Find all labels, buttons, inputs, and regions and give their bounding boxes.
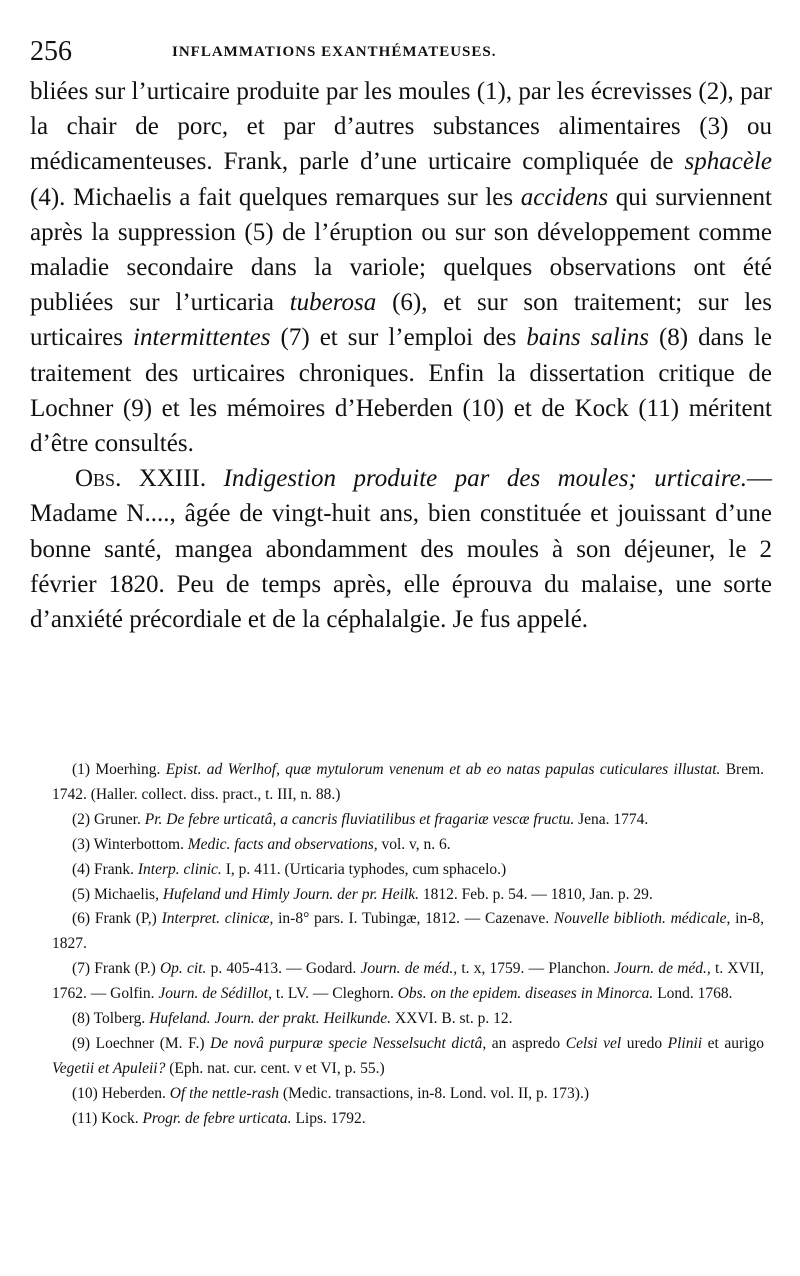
footnote-7 bbox=[52, 957, 764, 1007]
text-run: in-8, 1827. bbox=[52, 910, 765, 953]
footnote-4 bbox=[52, 858, 764, 883]
text-run: bliées sur l’urticaire produite par les moules (1), par les écrevisses (2), par la chair de porc, et par d’autres substances alimentaires (3) ou médicamenteuses. Frank, parle d’une urticaire compliquée de bbox=[30, 78, 772, 176]
italic-text-run: Progr. de febre urticata. bbox=[142, 1109, 292, 1127]
footnote-8 bbox=[52, 1007, 764, 1032]
footnote-6 bbox=[52, 907, 764, 957]
footnote-10 bbox=[52, 1082, 764, 1107]
italic-text-run: Plinii bbox=[667, 1034, 703, 1052]
text-run: — Madame N...., âgée de vingt-huit ans, bien constituée et jouissant d’une bonne santé, mangea abondamment des moules à son déjeuner, le 2 février 1820. Peu de temps après, elle éprouva du malaise, une sorte d’anxiété précordiale et de la céphalalgie. Je fus appelé. bbox=[30, 465, 772, 634]
page-header bbox=[30, 32, 770, 72]
italic-text-run: Obs. on the epidem. diseases in Minorca. bbox=[397, 985, 654, 1003]
italic-text-run: Interpret. clinicæ, bbox=[161, 910, 274, 928]
text-run: qui surviennent après la suppression (5) de l’éruption ou sur son développement comme maladie secondaire dans la variole; quelques observations ont été publiées sur l’urticaria bbox=[30, 183, 772, 317]
text-run: Lond. 1768. bbox=[653, 985, 733, 1003]
italic-text-run: Pr. De febre urticatâ, a cancris fluviatilibus et fragariæ vescæ fructu. bbox=[144, 810, 575, 828]
text-run: (5) Michaelis, bbox=[72, 885, 163, 903]
text-run: XXVI. B. st. p. 12. bbox=[391, 1010, 513, 1028]
text-run: (4). Michaelis a fait quelques remarques sur les bbox=[30, 183, 521, 211]
italic-text-run: Celsi vel bbox=[565, 1034, 622, 1052]
text-run: p. 405-413. — Godard. bbox=[206, 960, 361, 978]
paragraph-urticaire-review bbox=[30, 74, 772, 461]
italic-text-run: Medic. facts and observations, bbox=[187, 835, 378, 853]
italic-text-run: accidens bbox=[520, 183, 609, 211]
italic-text-run: Journ. de Sédillot, bbox=[158, 985, 272, 1003]
footnote-5 bbox=[52, 883, 764, 908]
text-run: 1812. Feb. p. 54. — 1810, Jan. p. 29. bbox=[418, 885, 653, 903]
text-run: I, p. 411. (Urticaria typhodes, cum sphacelo.) bbox=[221, 860, 507, 878]
text-run: Brem. 1742. (Haller. collect. diss. pract., t. III, n. 88.) bbox=[52, 761, 765, 803]
text-run: (8) dans le traitement des urticaires chroniques. Enfin la dissertation critique de Lochner (9) et les mémoires d’Heberden (10) et de Kock (11) méritent d’être consultés. bbox=[30, 324, 772, 458]
italic-text-run: Journ. de méd., bbox=[360, 960, 458, 978]
italic-text-run: intermittentes bbox=[133, 324, 271, 352]
text-run: an aspredo bbox=[486, 1034, 566, 1052]
footnote-9 bbox=[52, 1032, 764, 1082]
text-run: (7) et sur l’emploi des bbox=[270, 324, 527, 352]
text-run: vol. v, n. 6. bbox=[377, 835, 451, 853]
main-text bbox=[30, 74, 772, 637]
text-run: (3) Winterbottom. bbox=[72, 835, 188, 853]
text-run: (7) Frank (P.) bbox=[72, 960, 160, 978]
text-run: (10) Heberden. bbox=[72, 1084, 170, 1102]
text-run: (2) Gruner. bbox=[72, 810, 145, 828]
footnote-1 bbox=[52, 758, 764, 808]
text-run: (6) Frank (P,) bbox=[72, 910, 162, 928]
text-run: (6), et sur son traitement; sur les urticaires bbox=[30, 289, 772, 352]
italic-text-run: sphacèle bbox=[684, 148, 772, 176]
italic-text-run: Interp. clinic. bbox=[137, 860, 222, 878]
text-run: (Medic. transactions, in-8. Lond. vol. II, p. 173).) bbox=[279, 1084, 589, 1102]
italic-text-run: Op. cit. bbox=[159, 960, 207, 978]
text-run: (11) Kock. bbox=[72, 1109, 143, 1127]
footnote-11 bbox=[52, 1107, 764, 1132]
page-number: 256 bbox=[30, 36, 72, 67]
text-run: Jena. 1774. bbox=[574, 810, 649, 828]
italic-text-run: tuberosa bbox=[289, 289, 377, 317]
italic-text-run: Epist. ad Werlhof, quæ mytulorum venenum et ab eo natas papulas cuticulares illustat. bbox=[165, 761, 721, 778]
text-run: t. XVII, 1762. — Golfin. bbox=[52, 960, 764, 1003]
paragraph-observation-xxiii bbox=[30, 461, 772, 637]
text-run: et aurigo bbox=[702, 1034, 765, 1052]
text-run: in-8° pars. I. Tubingæ, 1812. — Cazenave. bbox=[273, 910, 554, 928]
text-run: (Eph. nat. cur. cent. v et VI, p. 55.) bbox=[165, 1059, 385, 1077]
text-run: (9) Loechner (M. F.) bbox=[72, 1034, 211, 1052]
footnote-3 bbox=[52, 833, 764, 858]
italic-text-run: bains salins bbox=[526, 324, 649, 352]
text-run: (8) Tolberg. bbox=[72, 1010, 150, 1028]
text-run: (1) Moerhing. bbox=[72, 761, 166, 778]
italic-text-run: Of the nettle-rash bbox=[169, 1084, 280, 1102]
italic-text-run: Journ. de méd., bbox=[614, 960, 711, 978]
text-run: (4) Frank. bbox=[72, 860, 138, 878]
italic-text-run: Indigestion produite par des moules; urticaire. bbox=[223, 465, 747, 493]
footnote-2 bbox=[52, 808, 764, 833]
italic-text-run: Nouvelle biblioth. médicale, bbox=[553, 910, 731, 928]
italic-text-run: Hufeland. Journ. der prakt. Heilkunde. bbox=[149, 1010, 392, 1028]
text-run: uredo bbox=[621, 1034, 668, 1052]
italic-text-run: Vegetii et Apuleii? bbox=[52, 1059, 166, 1077]
italic-text-run: De novâ purpuræ specie Nesselsucht dictâ, bbox=[210, 1034, 487, 1052]
text-run: Obs. XXIII. bbox=[75, 465, 207, 493]
text-run: t. x, 1759. — Planchon. bbox=[457, 960, 615, 978]
text-run: t. LV. — Cleghorn. bbox=[272, 985, 398, 1003]
text-run: Lips. 1792. bbox=[291, 1109, 366, 1127]
text-run bbox=[206, 465, 223, 492]
italic-text-run: Hufeland und Himly Journ. der pr. Heilk. bbox=[162, 885, 419, 903]
footnotes bbox=[52, 758, 764, 1132]
running-title: INFLAMMATIONS EXANTHÉMATEUSES. bbox=[172, 44, 497, 60]
